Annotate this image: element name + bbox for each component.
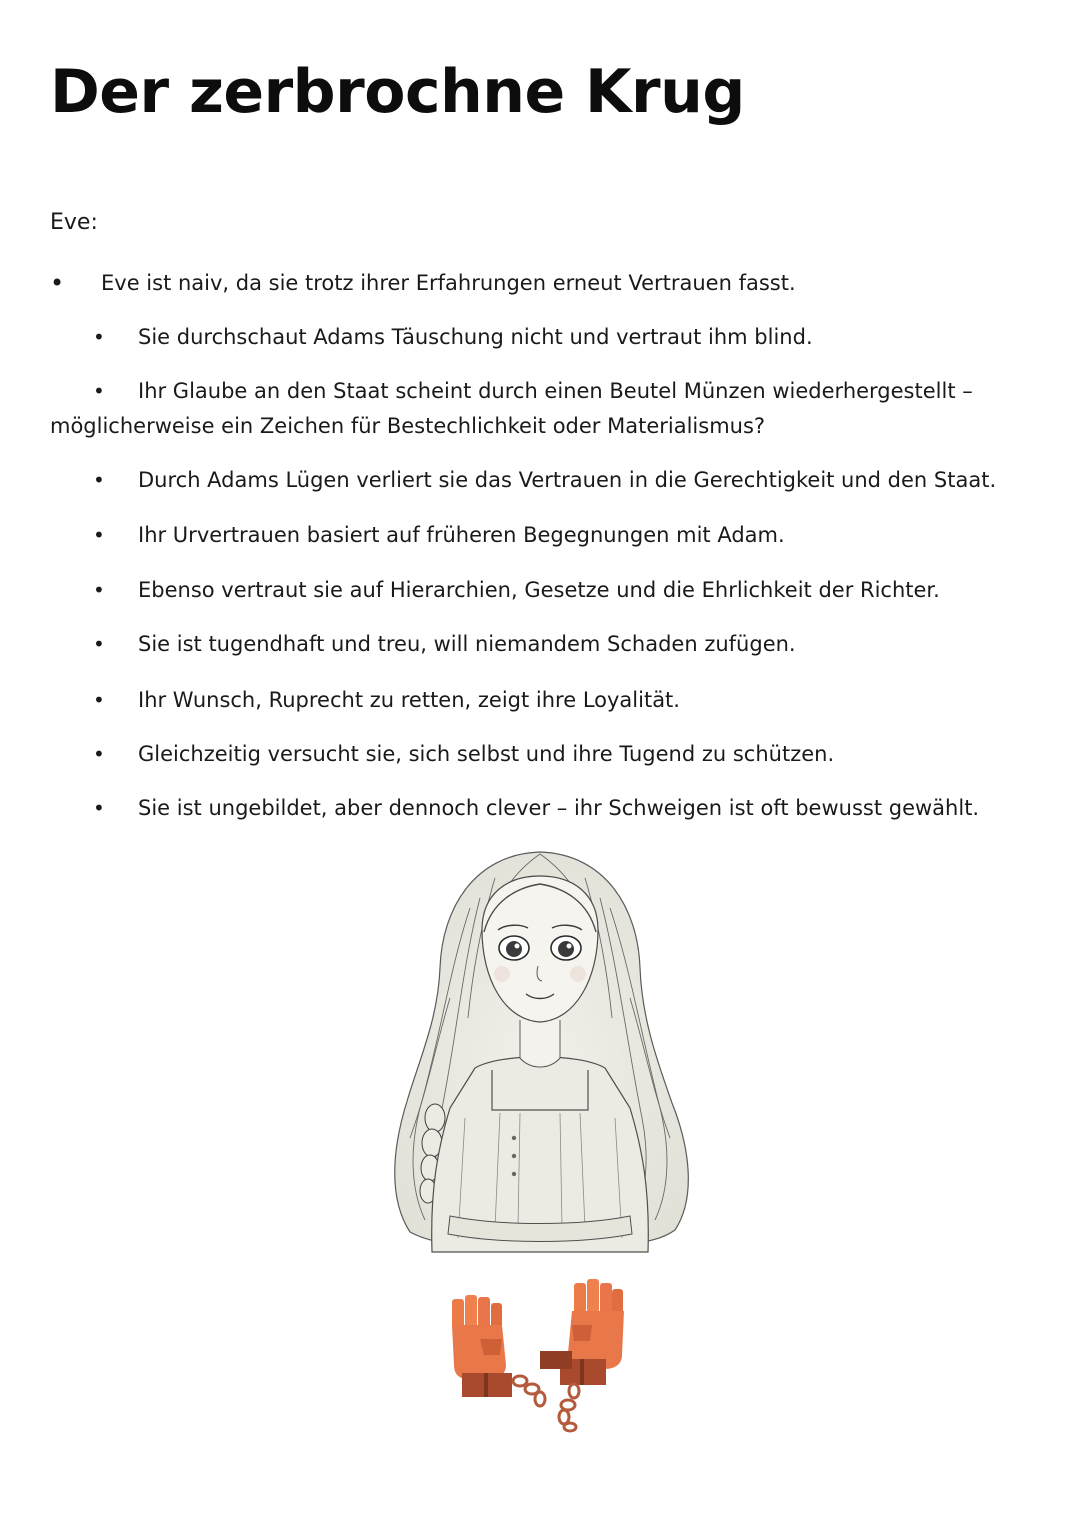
bullet-dot: • (93, 468, 105, 492)
list-item-text: Sie durchschaut Adams Täuschung nicht und vertraut ihm blind. (138, 325, 813, 349)
broken-chains-hands-icon (440, 1275, 640, 1435)
list-item-text: Ebenso vertraut sie auf Hierarchien, Gesetze und die Ehrlichkeit der Richter. (138, 578, 940, 602)
section-label-eve: Eve: (50, 210, 98, 235)
bullet-dot: • (93, 688, 105, 712)
bullet-dot: • (93, 325, 105, 349)
bullet-dot: • (93, 796, 105, 820)
document-title: Der zerbrochne Krug (50, 57, 745, 127)
list-item-text: Ihr Urvertrauen basiert auf früheren Begegnungen mit Adam. (138, 523, 785, 547)
bullet-dot: • (93, 578, 105, 602)
list-item-text: Durch Adams Lügen verliert sie das Vertrauen in die Gerechtigkeit und den Staat. (138, 468, 997, 492)
left-hand-icon (452, 1295, 512, 1397)
girl-sketch-illustration (380, 848, 700, 1254)
list-item-text: Gleichzeitig versucht sie, sich selbst und ihre Tugend zu schützen. (138, 742, 835, 766)
right-hand-icon (540, 1279, 624, 1385)
bullet-dot: • (50, 269, 65, 297)
bullet-dot: • (93, 523, 105, 547)
list-item-text: möglicherweise ein Zeichen für Bestechlichkeit oder Materialismus? (50, 414, 766, 438)
list-item-text: Ihr Glaube an den Staat scheint durch einen Beutel Münzen wiederhergestellt – (138, 379, 973, 403)
bullet-dot: • (93, 379, 105, 403)
list-item-text: Sie ist ungebildet, aber dennoch clever – ihr Schweigen ist oft bewusst gewählt. (138, 796, 980, 820)
list-item-text: Ihr Wunsch, Ruprecht zu retten, zeigt ihre Loyalität. (138, 688, 680, 712)
bullet-dot: • (93, 742, 105, 766)
list-item-text: Eve ist naiv, da sie trotz ihrer Erfahrungen erneut Vertrauen fasst. (101, 271, 796, 295)
bullet-dot: • (93, 632, 105, 656)
list-item-text: Sie ist tugendhaft und treu, will niemandem Schaden zufügen. (138, 632, 796, 656)
